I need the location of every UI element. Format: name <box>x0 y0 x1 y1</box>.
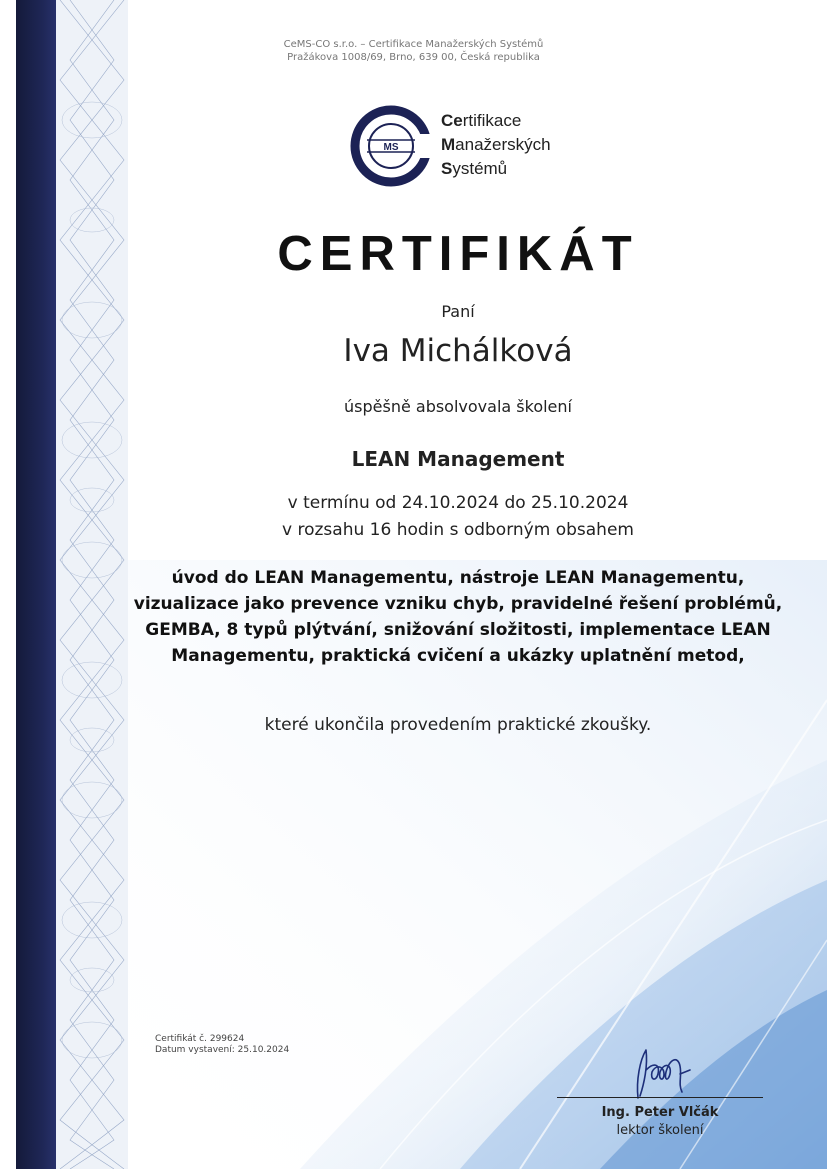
completed-text: úspěšně absolvovala školení <box>344 397 572 416</box>
certificate-title: CERTIFIKÁT <box>277 227 639 281</box>
certificate-meta <box>155 1034 289 1056</box>
course-dates <box>0 490 827 544</box>
content-description: úvod do LEAN Managementu, nástroje LEAN Managementu, vizualizace jako prevence vzniku chyb, pravidelné řešení problémů, GEMBA, 8 typů plýtvání, snižování složitosti, implementace LEAN Managementu, praktická cvičení a ukázky uplatnění metod, <box>133 568 783 666</box>
term-line: v termínu od 24.10.2024 do 25.10.2024 <box>287 493 629 513</box>
address-line: Pražákova 1008/69, Brno, 639 00, Česká republika <box>287 52 540 63</box>
guilloche-border <box>56 0 128 1169</box>
salutation: Paní <box>441 302 475 321</box>
recipient-name: Iva Michálková <box>343 333 573 369</box>
course-name: LEAN Management <box>351 447 565 471</box>
left-navy-band <box>16 0 61 1169</box>
logo-emblem-text: MS <box>383 142 399 153</box>
handwritten-signature <box>620 1040 700 1102</box>
signatory-role: lektor školení <box>616 1123 704 1138</box>
company-line: CeMS-CO s.r.o. – Certifikace Manažerských Systémů <box>283 39 544 50</box>
signature-line <box>557 1097 763 1098</box>
signatory-name: Ing. Peter Vlčák <box>601 1105 719 1120</box>
logo-wordmark: Certifikace Manažerských Systémů <box>441 111 551 178</box>
closing-text: které ukončila provedením praktické zkoušky. <box>264 715 652 735</box>
issue-date: Datum vystavení: 25.10.2024 <box>155 1045 290 1055</box>
certificate-number: Certifikát č. 299624 <box>155 1034 245 1044</box>
scope-line: v rozsahu 16 hodin s odborným obsahem <box>282 520 634 540</box>
